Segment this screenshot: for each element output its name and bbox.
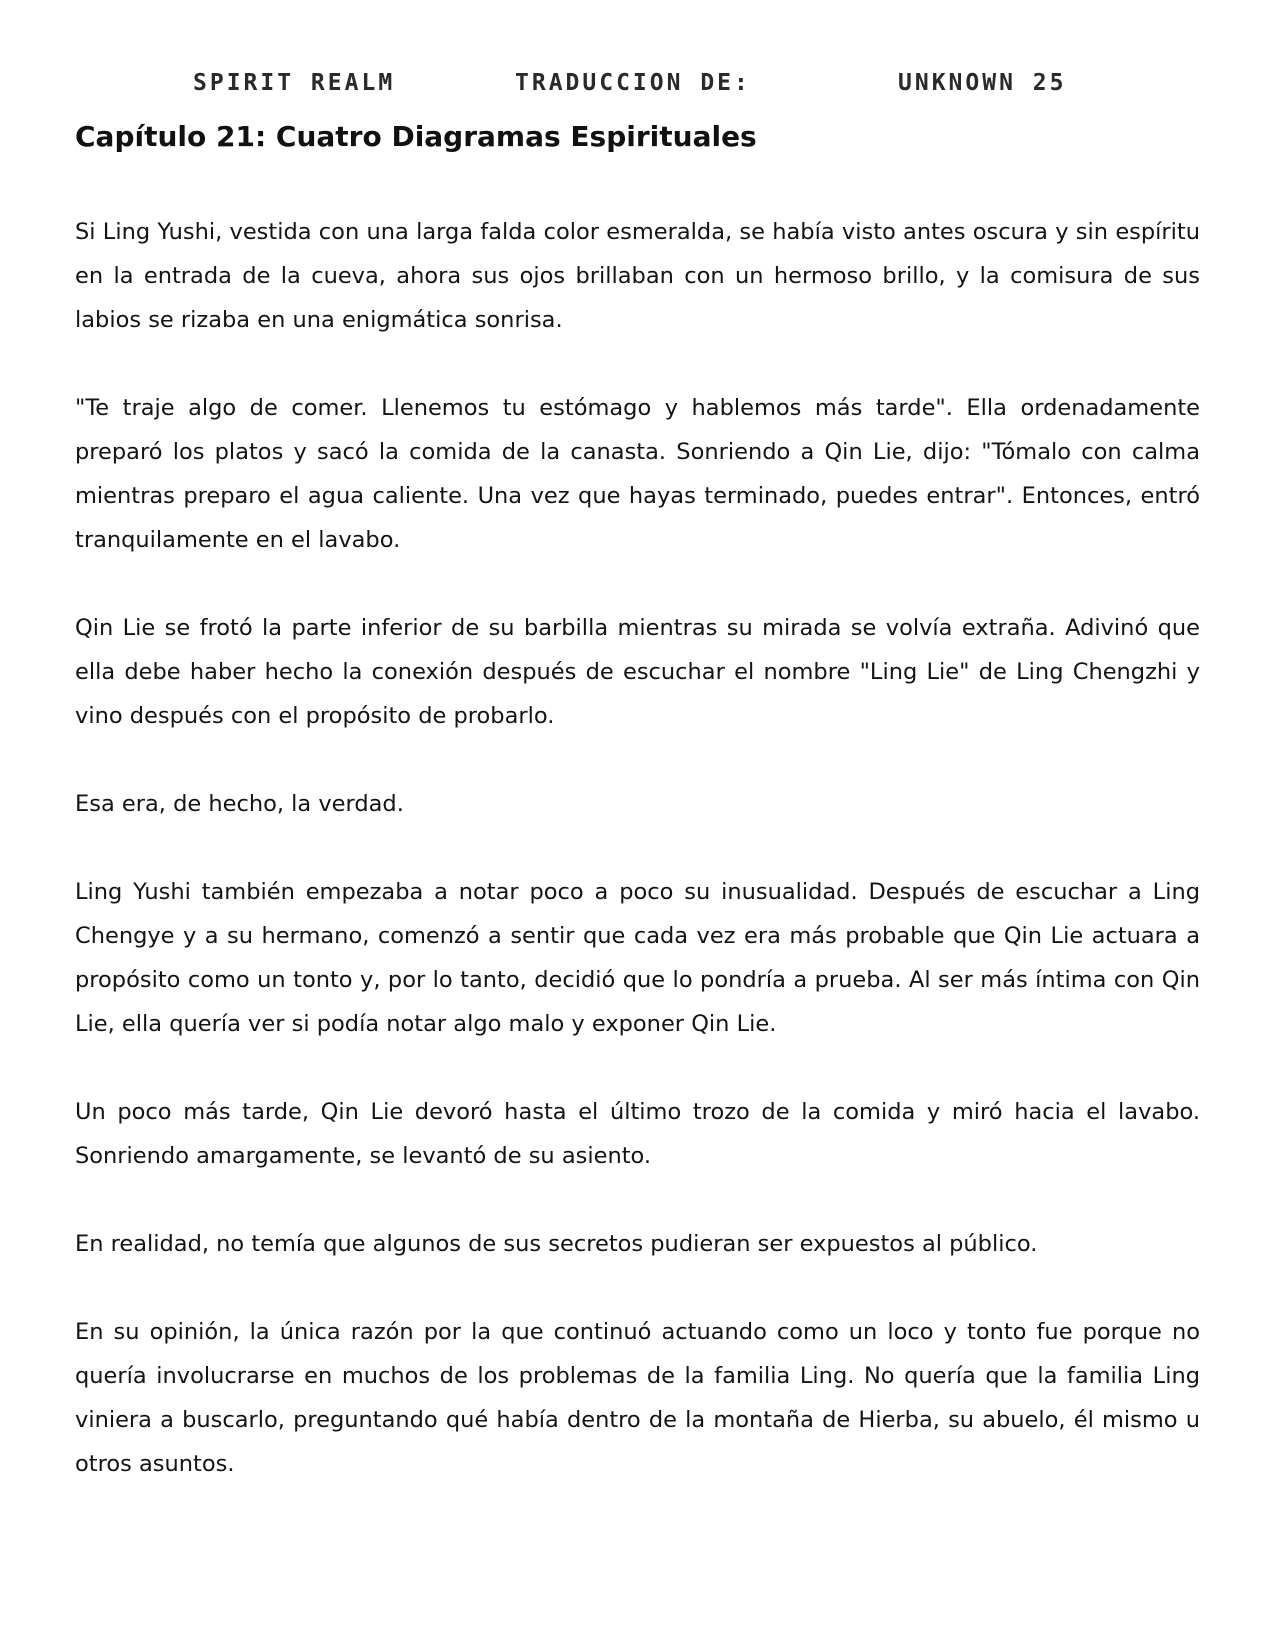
paragraph: Un poco más tarde, Qin Lie devoró hasta el último trozo de la comida y miró hacia el lavabo. Sonriendo amargamente, se levantó de su asiento. bbox=[75, 1099, 1200, 1169]
header-novel-name: SPIRIT REALM bbox=[193, 70, 396, 96]
page-header bbox=[75, 70, 1200, 106]
paragraph: En su opinión, la única razón por la que continuó actuando como un loco y tonto fue porque no quería involucrarse en muchos de los problemas de la familia Ling. No quería que la familia Ling viniera a buscarlo, preguntando qué había dentro de la montaña de Hierba, su abuelo, él mismo u otros asuntos. bbox=[75, 1319, 1200, 1477]
chapter-title: Capítulo 21: Cuatro Diagramas Espirituales bbox=[75, 120, 757, 153]
chapter-body bbox=[75, 210, 1200, 1530]
paragraph: Ling Yushi también empezaba a notar poco a poco su inusualidad. Después de escuchar a Ling Chengye y a su hermano, comenzó a sentir que cada vez era más probable que Qin Lie actuara a propósito como un tonto y, por lo tanto, decidió que lo pondría a prueba. Al ser más íntima con Qin Lie, ella quería ver si podía notar algo malo y exponer Qin Lie. bbox=[75, 879, 1200, 1037]
header-translation-label: TRADUCCION DE: bbox=[515, 70, 751, 96]
paragraph: "Te traje algo de comer. Llenemos tu estómago y hablemos más tarde". Ella ordenadamente preparó los platos y sacó la comida de la canasta. Sonriendo a Qin Lie, dijo: "Tómalo con calma mientras preparo el agua caliente. Una vez que hayas terminado, puedes entrar". Entonces, entró tranquilamente en el lavabo. bbox=[75, 395, 1200, 553]
paragraph: En realidad, no temía que algunos de sus secretos pudieran ser expuestos al público. bbox=[75, 1231, 1038, 1257]
paragraph: Esa era, de hecho, la verdad. bbox=[75, 791, 404, 817]
paragraph: Si Ling Yushi, vestida con una larga falda color esmeralda, se había visto antes oscura y sin espíritu en la entrada de la cueva, ahora sus ojos brillaban con un hermoso brillo, y la comisura de sus labios se rizaba en una enigmática sonrisa. bbox=[75, 219, 1200, 333]
paragraph: Qin Lie se frotó la parte inferior de su barbilla mientras su mirada se volvía extraña. Adivinó que ella debe haber hecho la conexión después de escuchar el nombre "Ling Lie" de Ling Chengzhi y vino después con el propósito de probarlo. bbox=[75, 615, 1200, 729]
header-translator-name: UNKNOWN 25 bbox=[898, 70, 1067, 96]
